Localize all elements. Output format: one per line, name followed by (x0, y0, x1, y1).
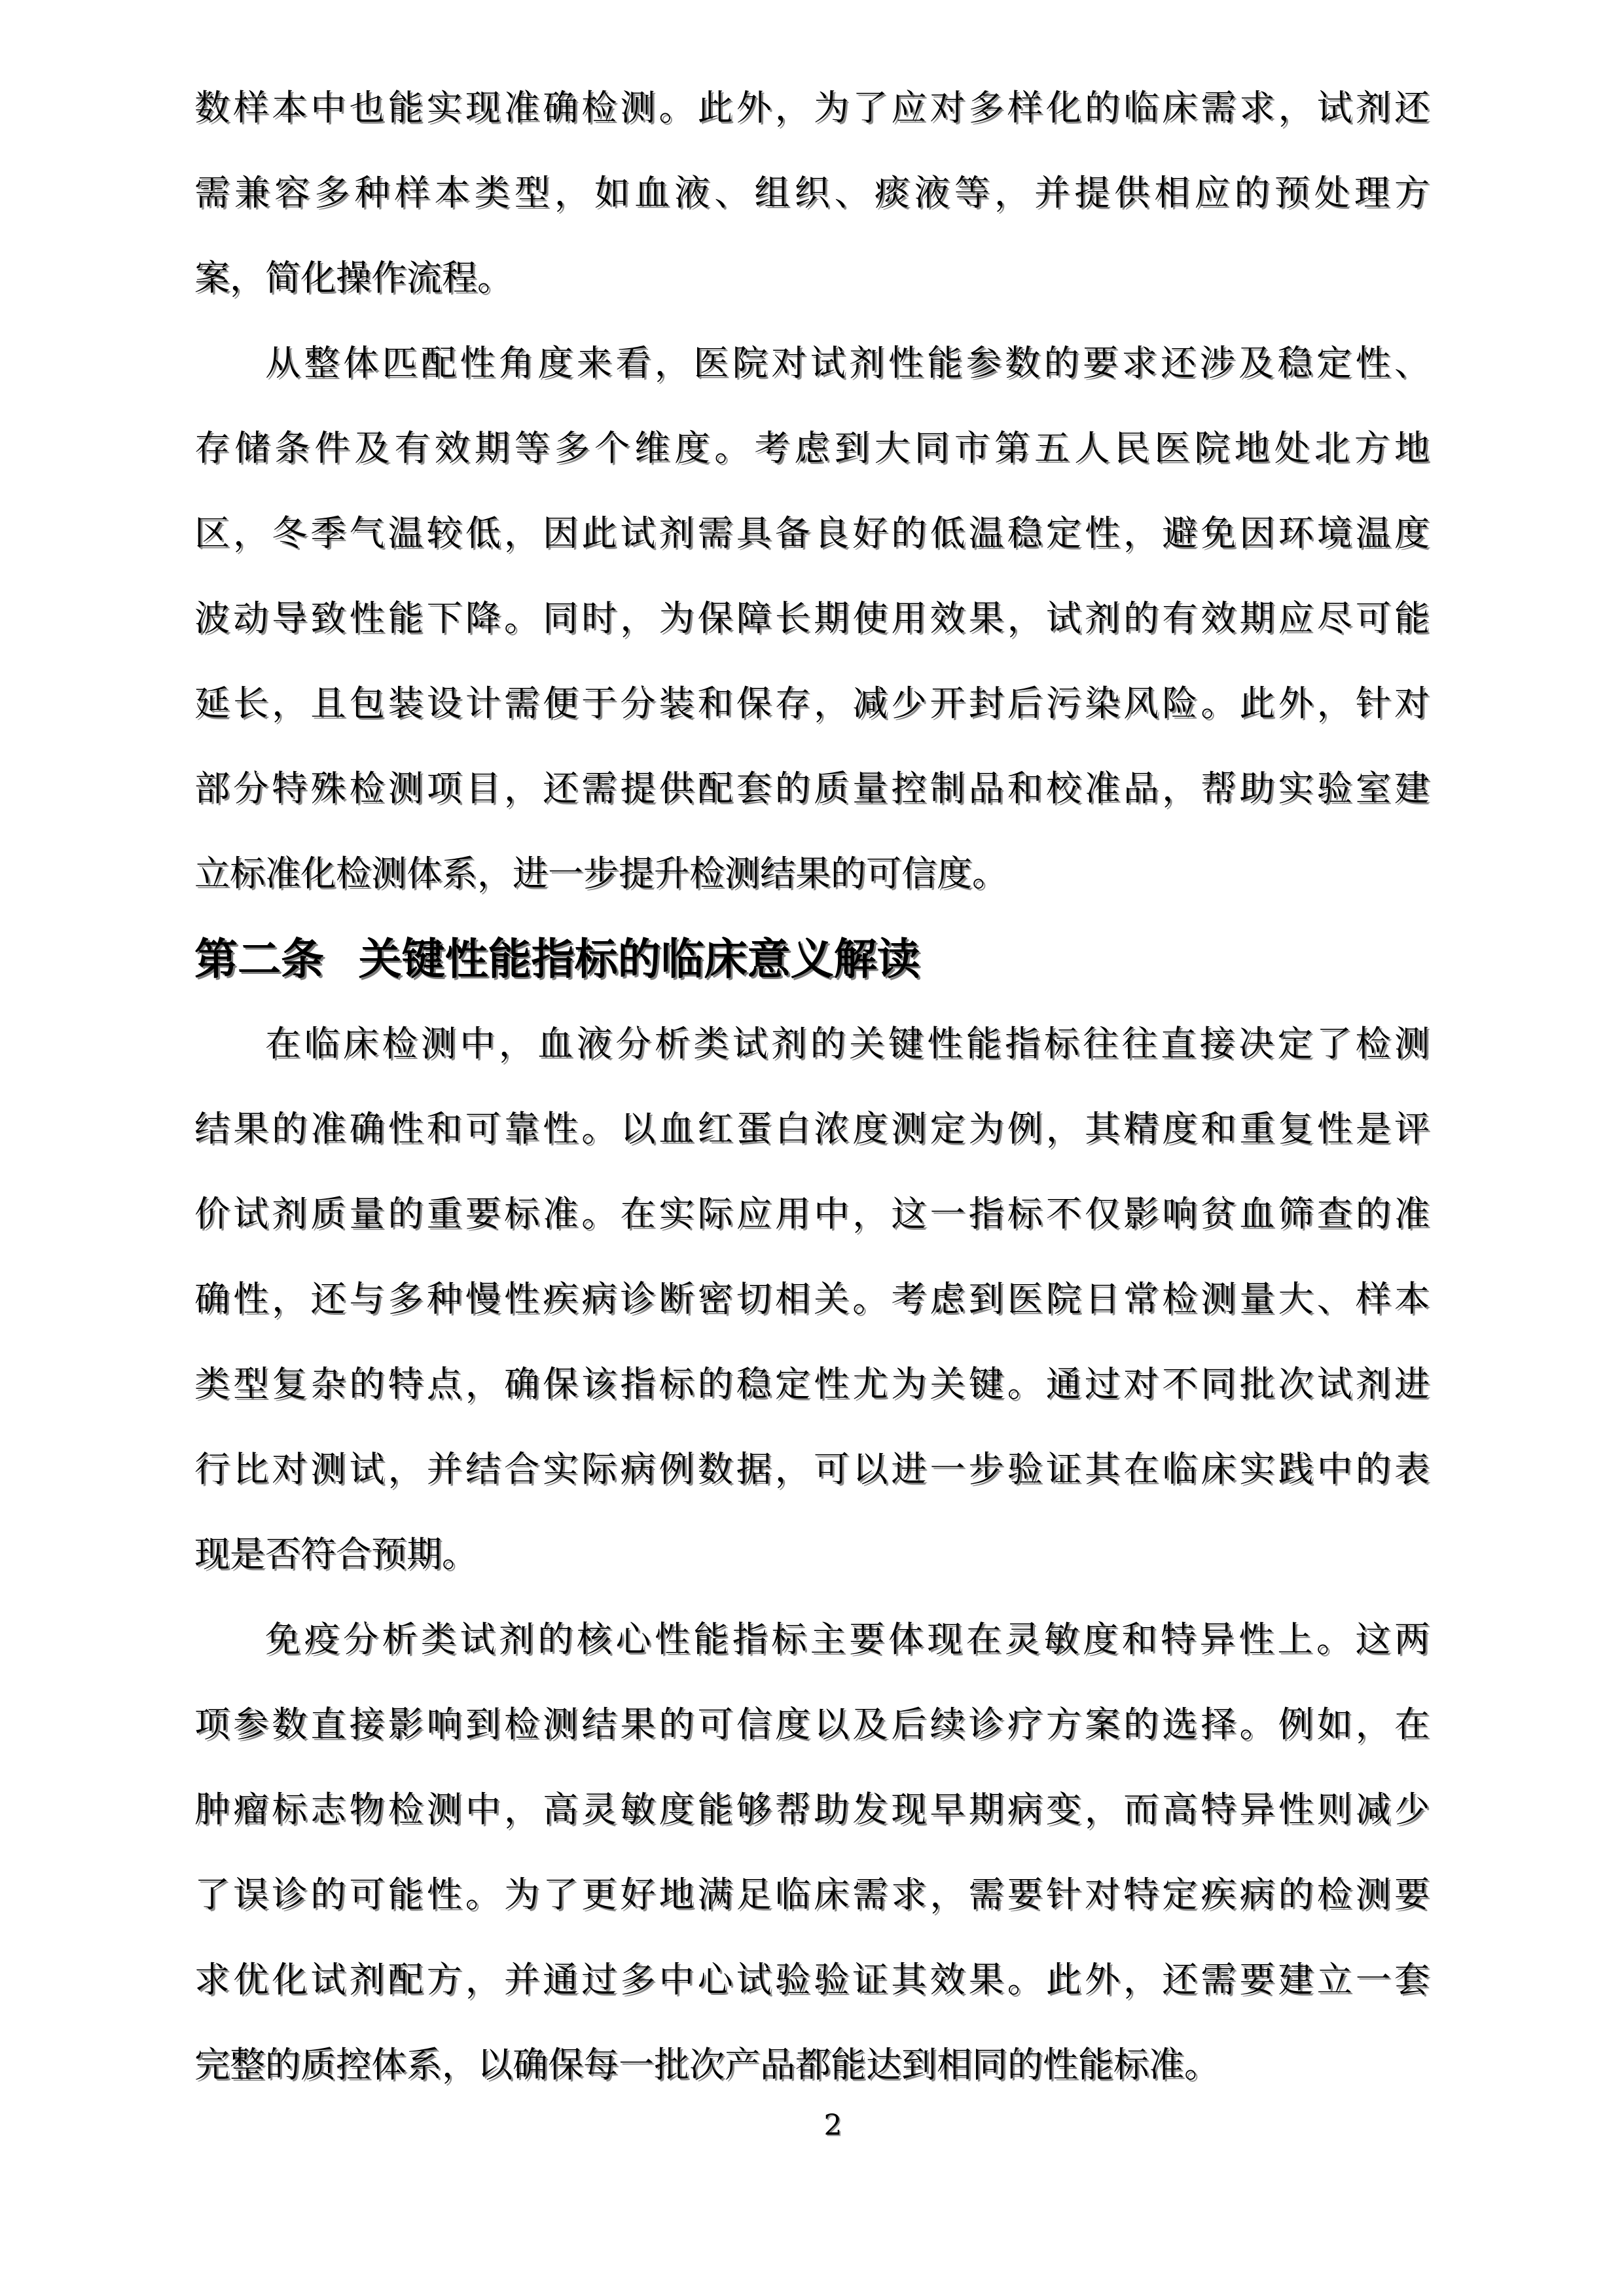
paragraph-continuation-line-1: 数样本中也能实现准确检测。此外，为了应对多样化的临床需求，试剂还 (194, 87, 1430, 128)
paragraph-overall-match-line-7: 立标准化检测体系，进一步提升检测结果的可信度。 (194, 853, 1007, 894)
paragraph-overall-match-line-1: 从整体匹配性角度来看，医院对试剂性能参数的要求还涉及稳定性、 (265, 342, 1430, 384)
paragraph-overall-match-line-3: 区，冬季气温较低，因此试剂需具备良好的低温稳定性，避免因环境温度 (194, 512, 1430, 554)
paragraph-blood-analysis-line-7: 现是否符合预期。 (194, 1534, 477, 1575)
paragraph-overall-match-line-5: 延长，且包装设计需便于分装和保存，减少开封后污染风险。此外，针对 (194, 683, 1430, 724)
paragraph-blood-analysis-line-4: 确性，还与多种慢性疾病诊断密切相关。考虑到医院日常检测量大、样本 (194, 1278, 1430, 1319)
paragraph-immunoassay-line-6: 完整的质控体系，以确保每一批次产品都能达到相同的性能标准。 (194, 2044, 1219, 2085)
paragraph-blood-analysis-line-2: 结果的准确性和可靠性。以血红蛋白浓度测定为例，其精度和重复性是评 (194, 1108, 1430, 1149)
paragraph-overall-match-line-2: 存储条件及有效期等多个维度。考虑到大同市第五人民医院地处北方地 (194, 427, 1430, 469)
page-footer (0, 2106, 1624, 2145)
paragraph-immunoassay-line-1: 免疫分析类试剂的核心性能指标主要体现在灵敏度和特异性上。这两 (265, 1619, 1430, 1660)
paragraph-immunoassay-line-3: 肿瘤标志物检测中，高灵敏度能够帮助发现早期病变，而高特异性则减少 (194, 1789, 1430, 1830)
paragraph-continuation-line-2: 需兼容多种样本类型，如血液、组织、痰液等，并提供相应的预处理方 (194, 172, 1430, 213)
paragraph-overall-match-line-6: 部分特殊检测项目，还需提供配套的质量控制品和校准品，帮助实验室建 (194, 768, 1430, 809)
paragraph-immunoassay-line-2: 项参数直接影响到检测结果的可信度以及后续诊疗方案的选择。例如，在 (194, 1704, 1430, 1745)
paragraph-blood-analysis-line-5: 类型复杂的特点，确保该指标的稳定性尤为关键。通过对不同批次试剂进 (194, 1363, 1430, 1405)
paragraph-blood-analysis-line-3: 价试剂质量的重要标准。在实际应用中，这一指标不仅影响贫血筛查的准 (194, 1193, 1430, 1234)
paragraph-continuation-line-3: 案，简化操作流程。 (194, 257, 513, 298)
page-content (194, 65, 1430, 2108)
paragraph-overall-match-line-4: 波动导致性能下降。同时，为保障长期使用效果，试剂的有效期应尽可能 (194, 598, 1430, 639)
paragraph-immunoassay-line-4: 了误诊的可能性。为了更好地满足临床需求，需要针对特定疾病的检测要 (194, 1874, 1430, 1915)
section-heading-article-2: 第二条 关键性能指标的临床意义解读 (194, 933, 920, 984)
paragraph-blood-analysis-line-1: 在临床检测中，血液分析类试剂的关键性能指标往往直接决定了检测 (265, 1023, 1430, 1064)
page-number: 2 (823, 2109, 842, 2142)
paragraph-blood-analysis-line-6: 行比对测试，并结合实际病例数据，可以进一步验证其在临床实践中的表 (194, 1448, 1430, 1490)
paragraph-immunoassay-line-5: 求优化试剂配方，并通过多中心试验验证其效果。此外，还需要建立一套 (194, 1959, 1430, 2000)
